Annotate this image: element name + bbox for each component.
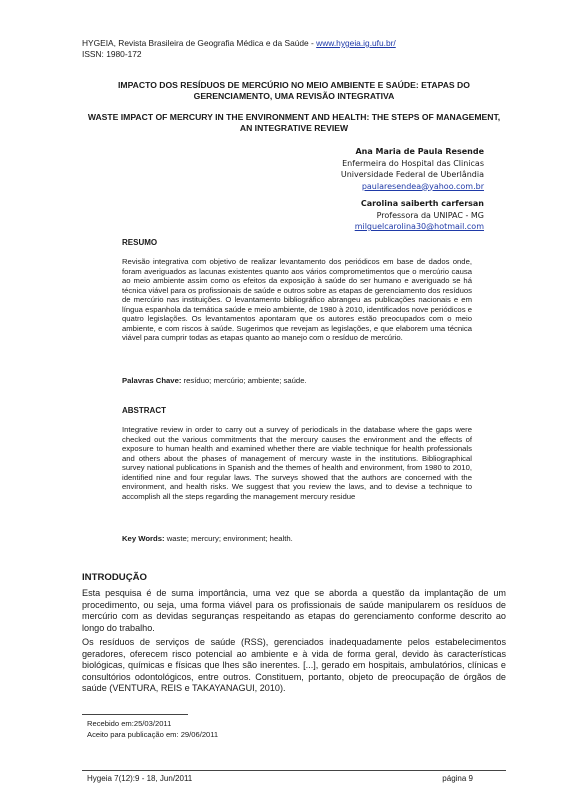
received-date: Recebido em:25/03/2011 xyxy=(87,719,172,728)
issn: ISSN: 1980-172 xyxy=(82,49,142,59)
author-email-link[interactable]: paularesendea@yahoo.com.br xyxy=(361,181,484,191)
author-2 xyxy=(355,198,484,233)
page-number: página 9 xyxy=(442,774,473,783)
accepted-date: Aceito para publicação em: 29/06/2011 xyxy=(87,730,219,739)
abstract-text: Integrative review in order to carry out a survey of periodicals in the database where the gaps were checked out the various commitments that the mercury causes the environment and the effects of exposure to human health and examined whether there are viable technique for health professionals and others about the phases of management of mercury waste in the institutions. Bibliographical survey national publications in Spanish and the themes of health and environment, from 1980 to 2010, identified nine and four regular laws. The surveys showed that the authors are concerned with the environment, and health risks. We suggest that you review the laws, and to devise a technique to accomplish all the steps regarding the management mercury residue xyxy=(122,425,472,501)
title-english: WASTE IMPACT OF MERCURY IN THE ENVIRONMENT AND HEALTH: THE STEPS OF MANAGEMENT, AN INTEGRATIVE REVIEW xyxy=(87,112,501,133)
resumo-heading: RESUMO xyxy=(122,238,158,247)
intro-paragraph-1: Esta pesquisa é de suma importância, uma vez que se aborda a questão da implantação de um procedimento, ou seja, uma forma viável para os profissionais de saúde manipularem os resíduos de mercúrio com as devidas seguranças respeitando as etapas do gerenciamento conforme descrito ao longo do trabalho. xyxy=(82,588,506,633)
journal-link[interactable]: www.hygeia.ig.ufu.br/ xyxy=(316,38,396,48)
journal-name: HYGEIA, Revista Brasileira de Geografia Médica e da Saúde - xyxy=(82,38,317,48)
journal-header xyxy=(82,38,396,60)
keywords-value: waste; mercury; environment; health. xyxy=(164,534,293,543)
keywords-label: Key Words: xyxy=(122,534,165,543)
footer-divider xyxy=(82,770,506,771)
introducao-heading: INTRODUÇÃO xyxy=(82,572,148,583)
author-email-link[interactable]: milguelcarolina30@hotmail.com xyxy=(354,222,484,231)
resumo-text: Revisão integrativa com objetivo de realizar levantamento dos periódicos em base de dados onde, foram averiguados as lacunas existentes quanto aos vários comprometimentos que o mercúrio causa ao meio ambiente assim como os efeitos da exposição à saúde do ser humano e averiguado se há técnica viável para os profissionais de saúde e outros sobre as etapas de gerenciamento dos resíduos de mercúrio nas instituições. O levantamento bibliográfico abrangeu as publicações nacionais e em língua espanhola da temática saúde e meio ambiente, de 1980 à 2010, identificados nove periódicos e quatro legislações. Os levantamentos apontaram que os autores estão preocupados com o meio ambiente, e com riscos à saúde. Sugerimos que revejam as legislações, e que elaborem uma técnica viável para cumprir todas as etapas quanto ao manejo com o resíduo de mercúrio. xyxy=(122,257,472,342)
abstract-keywords xyxy=(122,534,472,544)
resumo-keywords xyxy=(122,376,472,386)
keywords-label: Palavras Chave: xyxy=(122,376,182,385)
intro-paragraph-2: Os resíduos de serviços de saúde (RSS), gerenciados inadequadamente pelos estabelecimentos geradores, oferecem risco potencial ao ambiente e à vida de forma geral, devido às características biológicas, químicas e físicas que lhes são inerentes. [...], gerado em hospitais, ambulatórios, clínicas e consultórios odontológicos, entre outros. Constituem, portanto, objeto de preocupação de órgãos de saúde (VENTURA, REIS e TAKAYANAGUI, 2010). xyxy=(82,637,506,694)
author-name: Ana Maria de Paula Resende xyxy=(355,147,484,156)
footer-citation: Hygeia 7(12):9 - 18, Jun/2011 xyxy=(87,774,193,783)
author-name: Carolina saiberth carfersan xyxy=(360,199,484,208)
author-affiliation: Universidade Federal de Uberlândia xyxy=(340,170,484,179)
keywords-value: resíduo; mercúrio; ambiente; saúde. xyxy=(181,376,307,385)
footnote-divider xyxy=(82,714,188,715)
title-portuguese: IMPACTO DOS RESÍDUOS DE MERCÚRIO NO MEIO AMBIENTE E SAÚDE: ETAPAS DO GERENCIAMENTO, UMA REVISÃO INTEGRATIVA xyxy=(118,80,470,101)
abstract-heading: ABSTRACT xyxy=(122,406,166,415)
author-affiliation: Professora da UNIPAC - MG xyxy=(376,210,484,220)
author-affiliation: Enfermeira do Hospital das Clinicas xyxy=(342,158,484,168)
author-1 xyxy=(341,146,484,192)
